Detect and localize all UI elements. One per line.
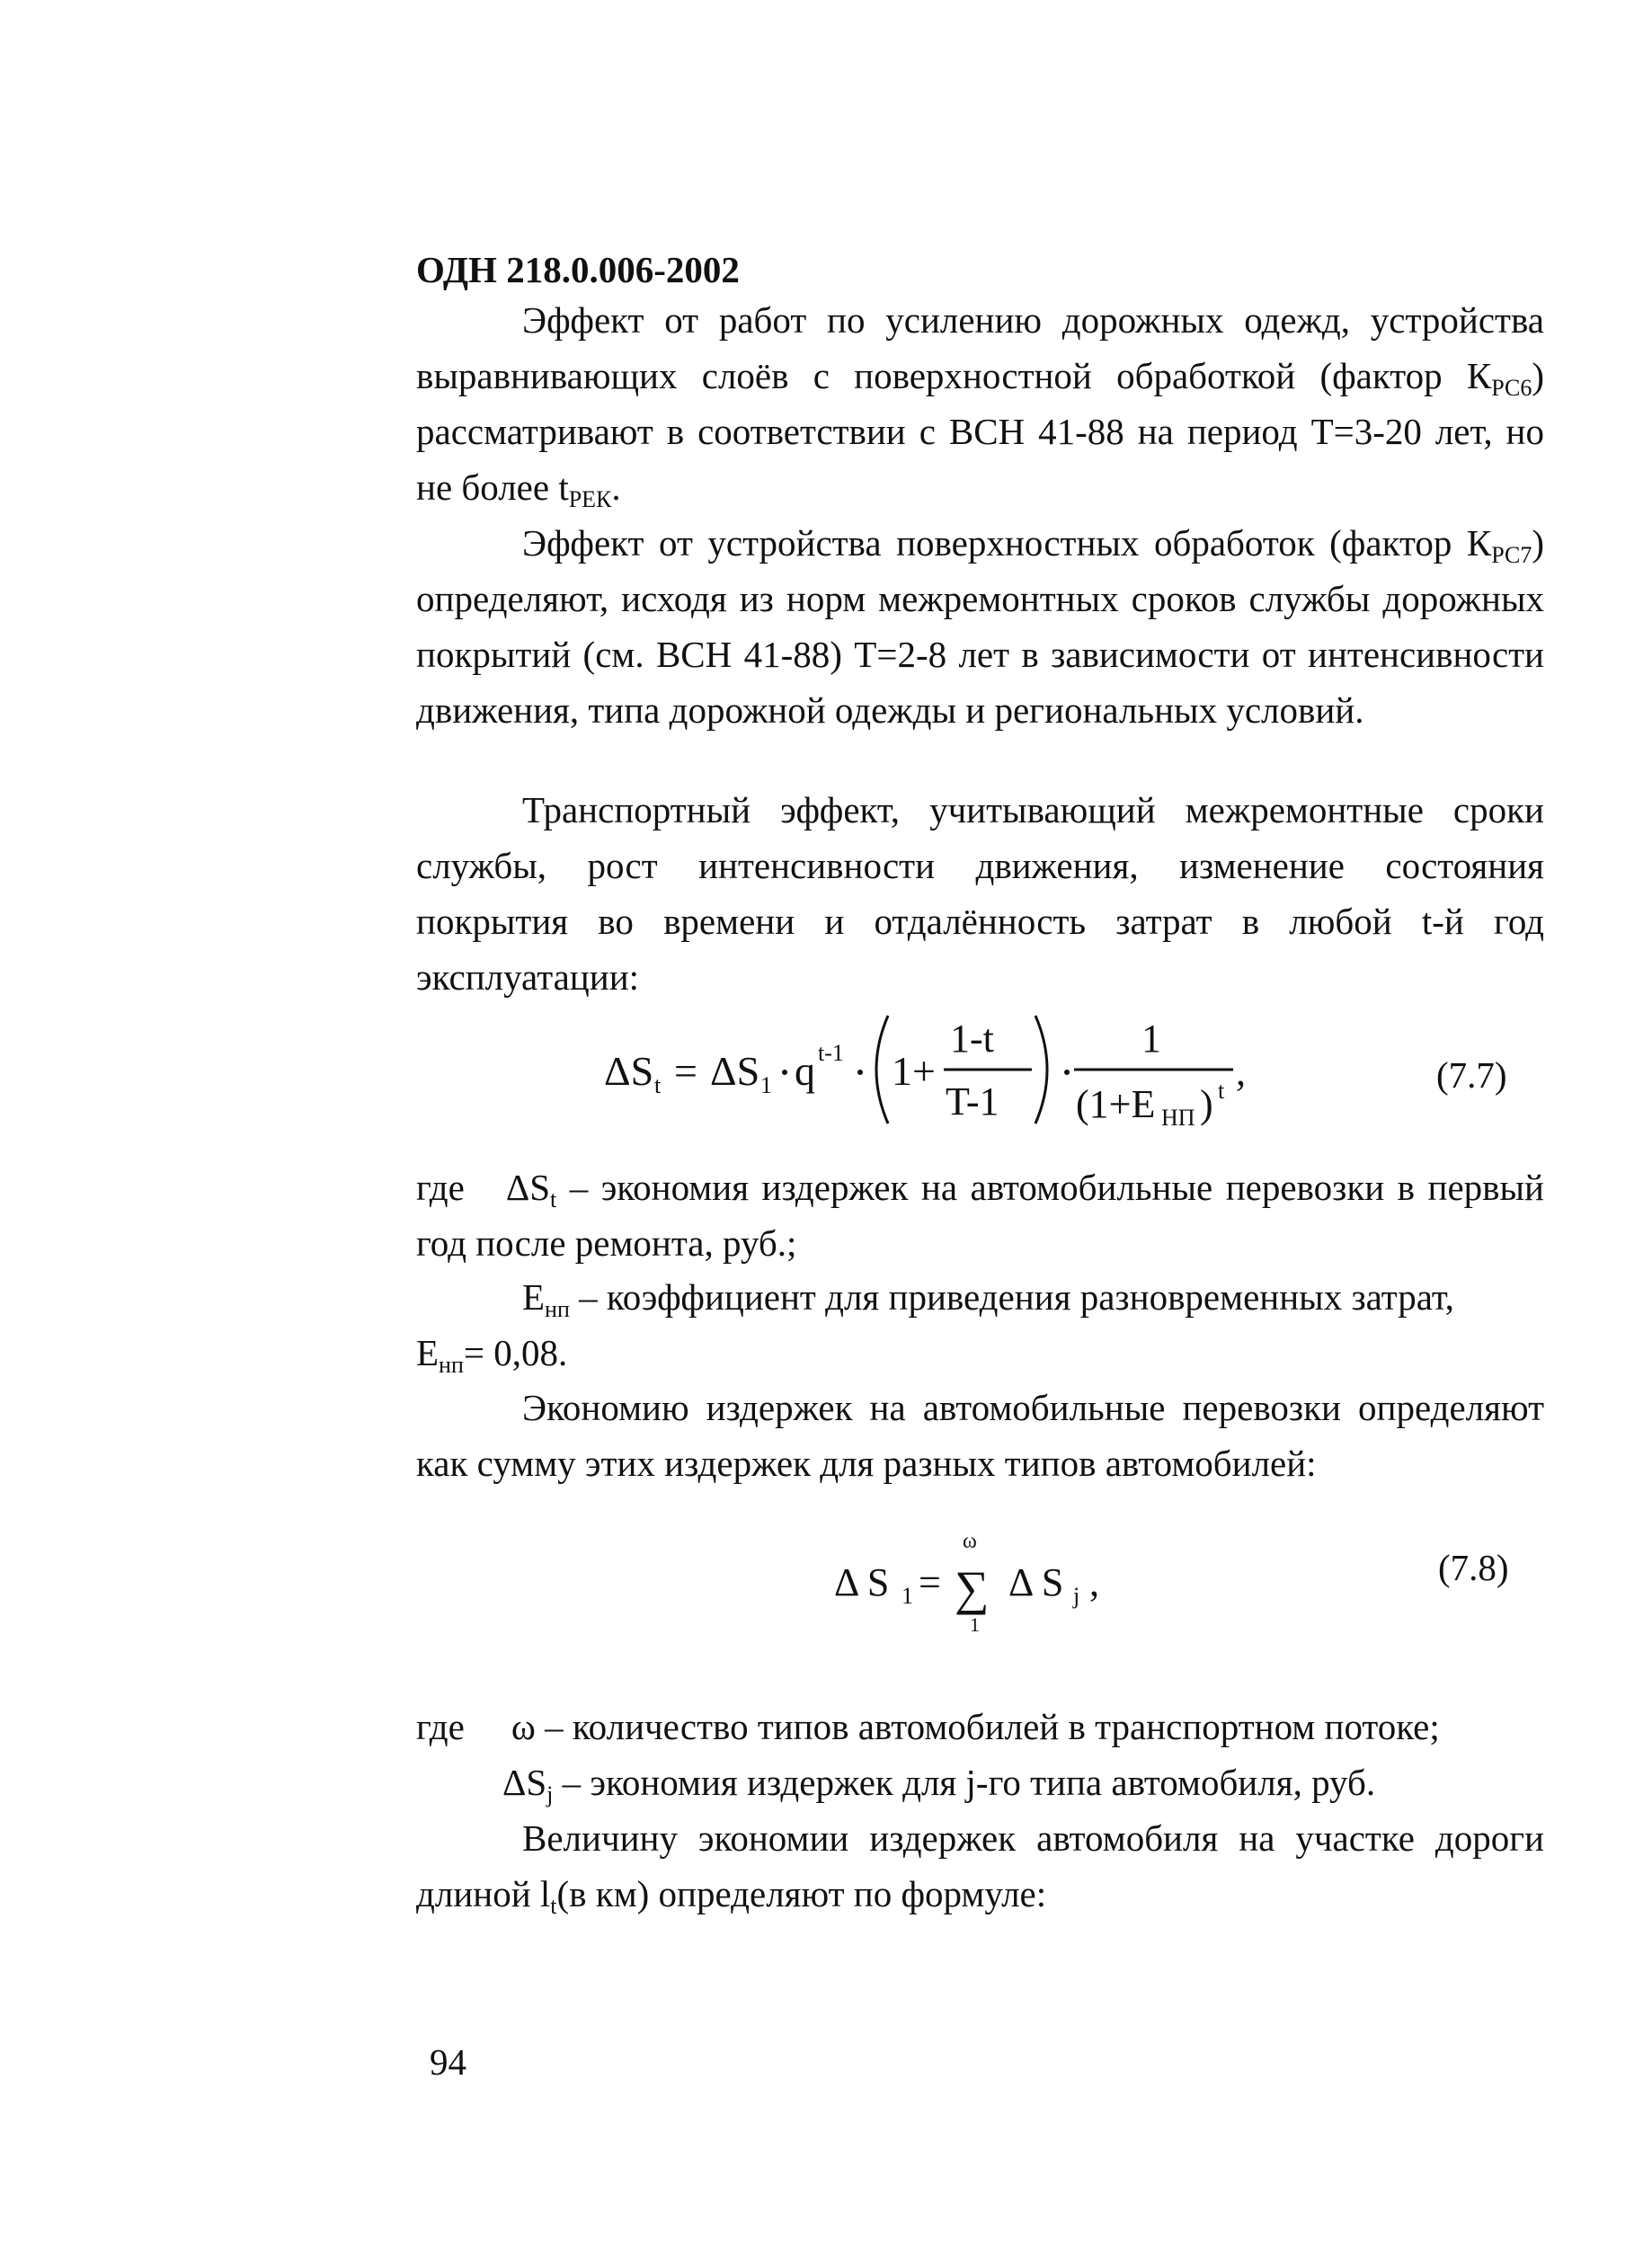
subscript: РЕК <box>568 486 612 512</box>
eq78-comma: , <box>1089 1560 1099 1604</box>
eq78-number: (7.8) <box>1438 1547 1509 1588</box>
eq77-denominator: T-1 <box>946 1079 999 1124</box>
where-4 <box>416 1754 1544 1810</box>
eq77-frac-num: 1 <box>1141 1017 1161 1061</box>
eq77-frac-den-sub: НП <box>1161 1105 1195 1131</box>
subscript: РС7 <box>1491 542 1532 568</box>
document-header: ОДН 218.0.006-2002 <box>416 249 740 290</box>
paragraph-4-text: Экономию издержек на автомобильные перевозки определяют как сумму этих издержек для разных типов автомобилей: <box>416 1387 1544 1484</box>
paragraph-1-text: Эффект от работ по усилению дорожных одежд, устройства выравнивающих слоёв с поверхностной обработкой (фактор К <box>416 299 1544 396</box>
where-1-text: – экономия издержек на автомобильные перевозки в первый год после ремонта, руб.; <box>416 1167 1544 1264</box>
eq78-sum-bottom: 1 <box>970 1613 980 1636</box>
where-2-text: – коэффициент для приведения разновременных затрат, <box>569 1276 1454 1318</box>
page-number: 94 <box>430 2041 466 2083</box>
where-2-value: = 0,08. <box>463 1332 568 1373</box>
paragraph-1-text-2: ) рассматривают в соответствии с ВСН 41-88 на период Т=3-20 лет, но не более t <box>416 355 1544 508</box>
subscript: РС6 <box>1491 375 1532 401</box>
eq78-lhs: Δ S <box>834 1560 890 1604</box>
where-4-symbol: ΔS <box>502 1762 547 1803</box>
paragraph-2-text-2: ) определяют, исходя из норм межремонтных сроков службы дорожных покрытий (см. ВСН 41-88) Т=2-8 лет в зависимости от интенсивности движения, типа дорожной одежды и региональных условий. <box>416 522 1544 731</box>
eq77-ds1-sub: 1 <box>760 1072 772 1098</box>
eq77-frac-den-a: (1+E <box>1076 1082 1156 1126</box>
paragraph-5-text-2: (в км) определяют по формуле: <box>556 1873 1047 1914</box>
eq77-ds1: ΔS <box>710 1048 760 1094</box>
paragraph-3-text: Транспортный эффект, учитывающий межремонтные сроки службы, рост интенсивности движения, изменение состояния покрытия во времени и отдалённость затрат в любой t-й год эксплуатации: <box>416 789 1544 998</box>
eq77-frac-den-sup: t <box>1218 1078 1225 1104</box>
eq78-lhs-sub: 1 <box>901 1583 913 1609</box>
eq77-number: (7.7) <box>1436 1054 1507 1096</box>
where-2-symbol: Е <box>522 1276 546 1318</box>
eq77-numerator: 1-t <box>950 1017 994 1061</box>
eq78-rhs-sub: j <box>1073 1583 1080 1609</box>
where-3-text: – количество типов автомобилей в транспортном потоке; <box>535 1706 1440 1747</box>
subscript: нп <box>545 1296 570 1322</box>
where-3 <box>416 1699 1544 1754</box>
paragraph-1-text-3: . <box>611 466 621 508</box>
eq77-one-plus: 1+ <box>892 1048 936 1094</box>
sigma-icon: ∑ <box>955 1561 990 1615</box>
paragraph-2-text: Эффект от устройства поверхностных обработок (фактор К <box>522 522 1492 564</box>
paragraph-5 <box>416 1810 1544 1922</box>
eq78-equals: = <box>919 1560 941 1604</box>
where-label: где <box>416 1167 465 1208</box>
eq78-sum-top: ω <box>963 1530 977 1553</box>
eq77-q-sup: t-1 <box>818 1040 844 1066</box>
where-3-symbol: ω <box>511 1706 536 1747</box>
subscript: t <box>550 1893 557 1919</box>
eq78-rhs: Δ S <box>1008 1560 1064 1604</box>
eq77-comma: , <box>1236 1050 1246 1094</box>
subscript: j <box>546 1781 554 1808</box>
eq77-lhs: ΔS <box>604 1048 654 1094</box>
eq77-q: q <box>795 1048 815 1094</box>
eq77-lhs-sub: t <box>654 1072 662 1098</box>
subscript: нп <box>439 1352 464 1378</box>
where-2-symbol-2: Е <box>416 1332 440 1373</box>
where-1-symbol: ΔS <box>505 1167 551 1208</box>
subscript: t <box>550 1186 557 1212</box>
eq77-frac-den-b: ) <box>1200 1082 1213 1126</box>
paragraph-5-text: Величину экономии издержек автомобиля на участке дороги длиной l <box>416 1817 1544 1914</box>
eq77-equals: = <box>674 1048 697 1094</box>
where-4-text: – экономия издержек для j-го типа автомобиля, руб. <box>553 1762 1376 1803</box>
where-label: где <box>416 1706 465 1747</box>
